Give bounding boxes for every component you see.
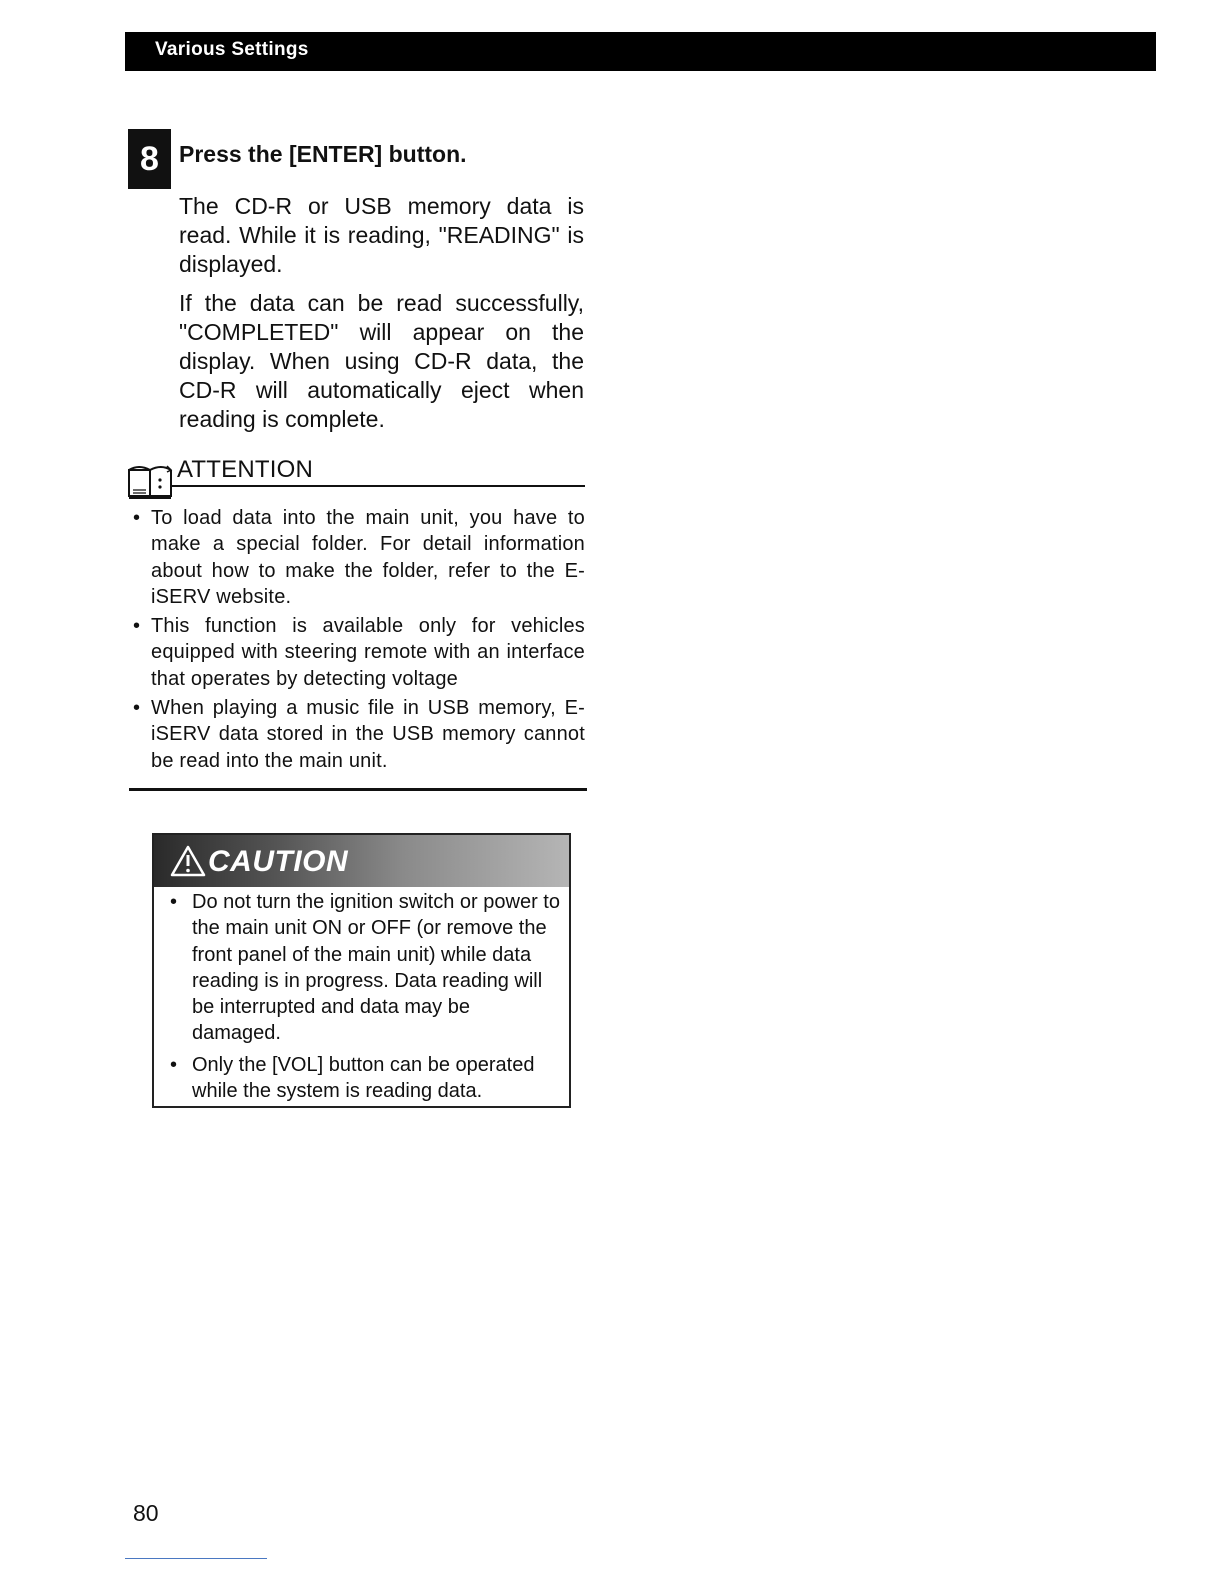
caution-list [168,889,563,1109]
step-title: Press the [ENTER] button. [179,141,467,167]
list-item: • When playing a music file in USB memory, E-iSERV data stored in the USB memory cannot be read into the main unit. [131,695,585,774]
book-attention-icon [127,462,177,500]
warning-triangle-icon [170,845,206,877]
step-paragraph-completed: If the data can be read successfully, "COMPLETED" will appear on the display. When using CD-R data, the CD-R will automatically eject when reading is complete. [179,290,584,432]
caution-header [154,835,569,887]
section-header-bar [125,32,1156,71]
page-number: 80 [133,1500,159,1526]
caution-box [152,833,571,1108]
list-item: • Only the [VOL] button can be operated while the system is reading data. [168,1052,563,1105]
section-title: Various Settings [155,39,309,60]
list-item: • Do not turn the ignition switch or power to the main unit ON or OFF (or remove the front panel of the main unit) while data reading is in progress. Data reading will be interrupted and data may be damaged. [168,889,563,1047]
footer-rule [125,1558,267,1559]
attention-list [131,505,585,777]
list-item: • This function is available only for vehicles equipped with steering remote with an interface that operates by detecting voltage [131,613,585,692]
step-paragraph-reading: The CD-R or USB memory data is read. While it is reading, "READING" is displayed. [179,193,584,277]
list-item: • To load data into the main unit, you have to make a special folder. For detail information about how to make the folder, refer to the E-iSERV website. [131,505,585,610]
attention-underline [171,485,585,487]
attention-bottom-rule [129,788,587,791]
step-number-badge: 8 [128,129,171,189]
attention-heading: ATTENTION [177,456,314,483]
caution-heading: CAUTION [208,845,349,878]
